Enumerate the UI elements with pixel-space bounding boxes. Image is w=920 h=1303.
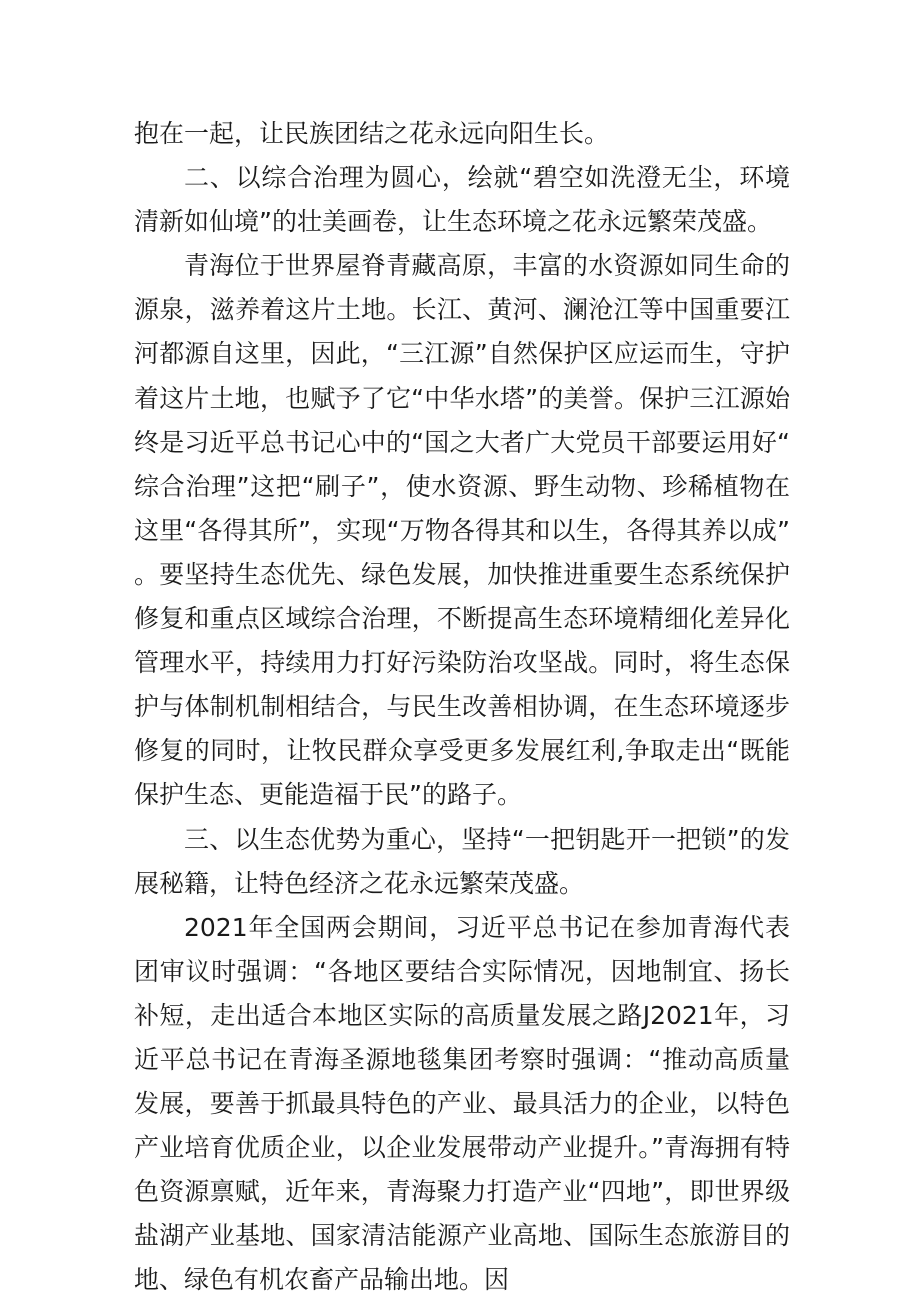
section-heading-three: 三、以生态优势为重心，坚持“一把钥匙开一把锁”的发展秘籍，让特色经济之花永远繁荣茂盛。 (134, 824, 790, 898)
section-heading-two: 二、以综合治理为圆心，绘就“碧空如洗澄无尘，环境清新如仙境”的壮美画卷，让生态环境之花永远繁荣茂盛。 (134, 163, 790, 237)
document-body (134, 112, 790, 1303)
paragraph-ecology: 青海位于世界屋脊青藏高原，丰富的水资源如同生命的源泉，滋养着这片土地。长江、黄河、澜沧江等中国重要江河都源自这里，因此，“三江源”自然保护区应运而生，守护着这片土地，也赋予了它“中华水塔”的美誉。保护三江源始终是习近平总书记心中的“国之大者广大党员干部要运用好“综合治理”这把“刷子”，使水资源、野生动物、珍稀植物在这里“各得其所”，实现“万物各得其和以生，各得其养以成”。要坚持生态优先、绿色发展，加快推进重要生态系统保护修复和重点区域综合治理，不断提高生态环境精细化差异化管理水平，持续用力打好污染防治攻坚战。同时，将生态保护与体制机制相结合，与民生改善相协调，在生态环境逐步修复的同时，让牧民群众享受更多发展红利,争取走出“既能保护生态、更能造福于民”的路子。 (134, 251, 790, 810)
paragraph-economy: 2021年全国两会期间，习近平总书记在参加青海代表团审议时强调：“各地区要结合实际情况，因地制宜、扬长补短，走出适合本地区实际的高质量发展之路J2021年，习近平总书记在青海圣源地毯集团考察时强调：“推动高质量发展，要善于抓最具特色的产业、最具活力的企业，以特色产业培育优质企业，以企业发展带动产业提升。”青海拥有特色资源禀赋，近年来，青海聚力打造产业“四地”，即世界级盐湖产业基地、国家清洁能源产业高地、国际生态旅游目的地、绿色有机农畜产品输出地。因 (134, 912, 790, 1295)
paragraph-continuation: 抱在一起，让民族团结之花永远向阳生长。 (134, 119, 610, 148)
